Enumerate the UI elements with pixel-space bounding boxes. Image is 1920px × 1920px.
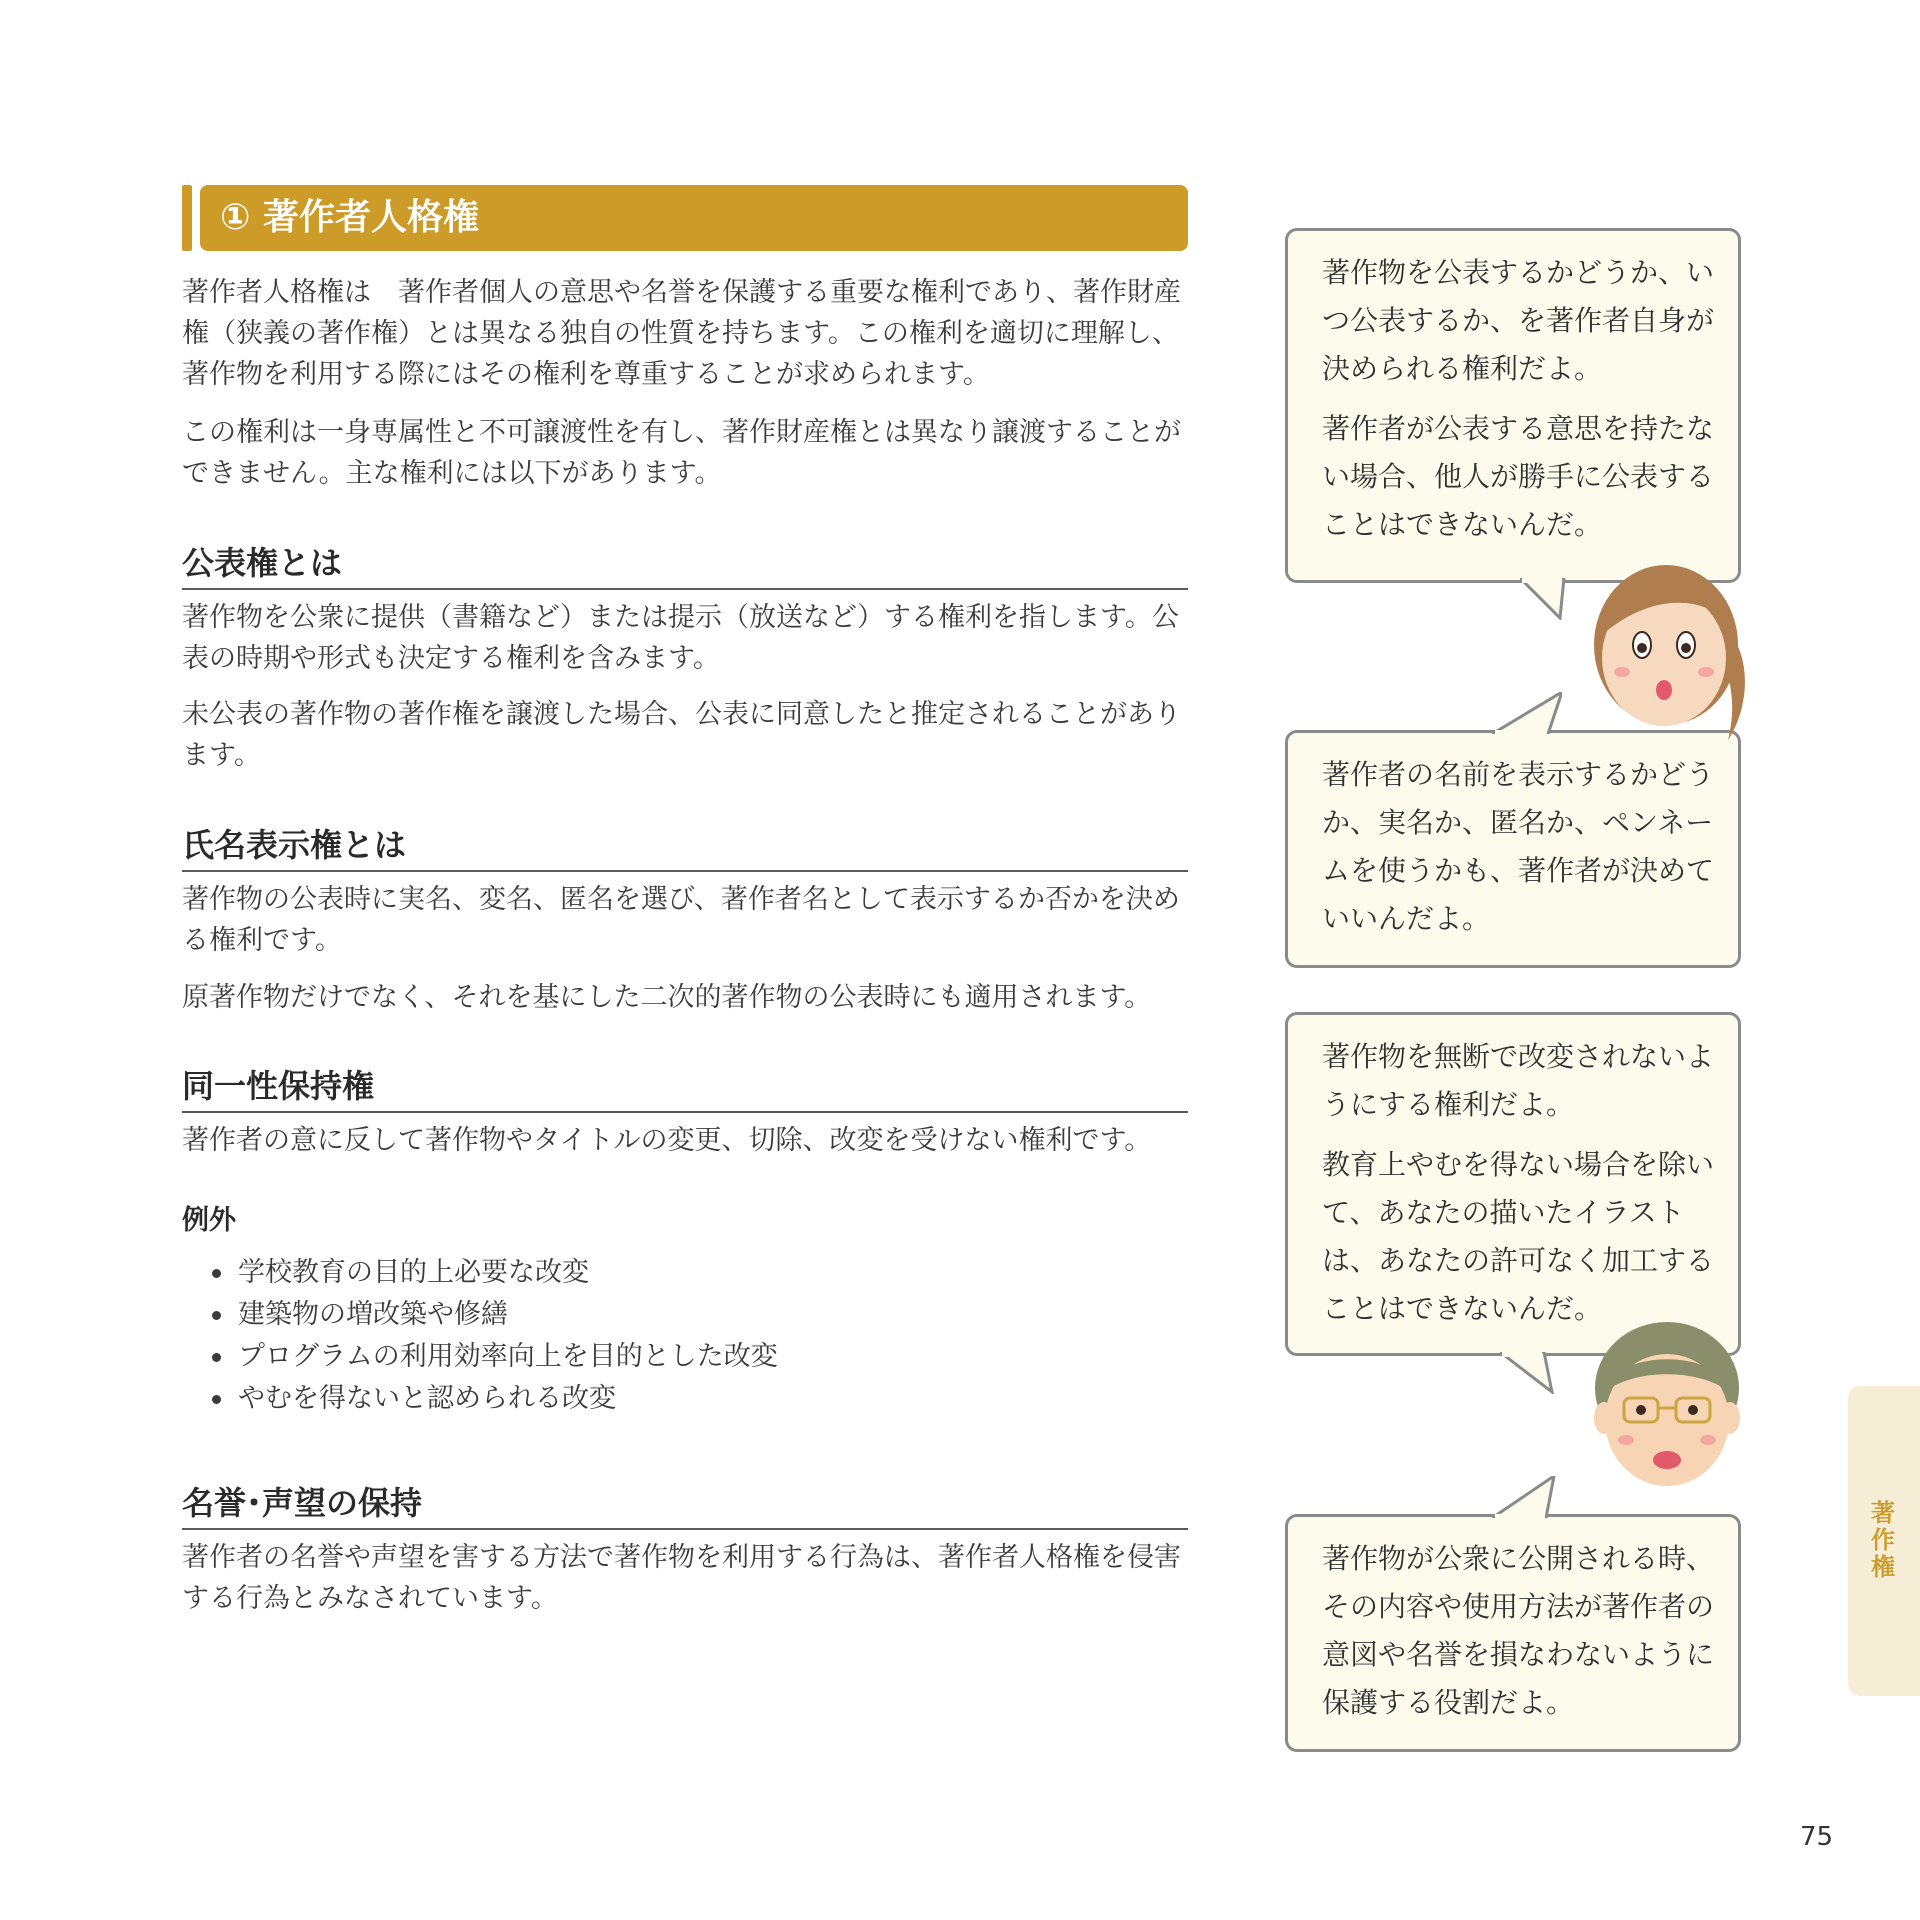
speech-tail-icon: [1492, 692, 1562, 734]
bullet-icon: [212, 1311, 221, 1320]
page-number: 75: [1800, 1822, 1834, 1852]
exceptions-heading: 例外: [182, 1205, 236, 1236]
honor-paragraph-1: [182, 1537, 1188, 1619]
intro-paragraph-2: [182, 412, 1188, 494]
publication-paragraph-1: [182, 597, 1188, 679]
heading-honor-right: 名誉･声望の保持: [182, 1478, 1188, 1530]
exceptions-list: [212, 1252, 778, 1420]
bubble-text: 著作物が公衆に公開される時、その内容や使用方法が著作者の意図や名誉を損なわないように保護する役割だよ。: [1322, 1542, 1715, 1719]
bubble-text: 著作物を公表するかどうか、いつ公表するか、を著作者自身が決められる権利だよ。: [1322, 256, 1715, 385]
attribution-text-2: 原著作物だけでなく、それを基にした二次的著作物の公表時にも適用されます。: [182, 982, 1152, 1013]
man-character-icon: [1582, 1308, 1752, 1498]
bubble-text: 著作物を無断で改変されないようにする権利だよ。: [1322, 1040, 1715, 1121]
bullet-icon: [212, 1395, 221, 1404]
section-title: ① 著作者人格権: [200, 185, 1188, 251]
woman-character-icon: [1578, 540, 1758, 750]
heading-integrity-right: 同一性保持権: [182, 1061, 1188, 1113]
bullet-icon: [212, 1269, 221, 1278]
speech-tail-icon: [1500, 1352, 1560, 1394]
intro-text-2: この権利は一身専属性と不可譲渡性を有し、著作財産権とは異なり譲渡することができません。主な権利には以下があります。: [182, 417, 1181, 489]
speech-tail-icon: [1492, 1476, 1562, 1518]
speech-bubble-publication: [1285, 228, 1741, 583]
intro-paragraph-1: [182, 272, 1188, 395]
attribution-text-1: 著作物の公表時に実名、変名、匿名を選び、著作者名として表示するか否かを決める権利です。: [182, 884, 1180, 956]
speech-tail-icon: [1520, 578, 1580, 620]
list-item: やむを得ないと認められる改変: [212, 1378, 778, 1420]
integrity-paragraph-1: [182, 1120, 1188, 1161]
speech-bubble-integrity: [1285, 1012, 1741, 1356]
list-item: 学校教育の目的上必要な改変: [212, 1252, 778, 1294]
list-item: プログラムの利用効率向上を目的とした改変: [212, 1336, 778, 1378]
section-title-bar: [182, 185, 1188, 251]
attribution-paragraph-2: [182, 977, 1188, 1018]
bullet-icon: [212, 1353, 221, 1362]
speech-bubble-attribution: [1285, 730, 1741, 968]
honor-text-1: 著作者の名誉や声望を害する方法で著作物を利用する行為は、著作者人格権を侵害する行為とみなされています。: [182, 1542, 1181, 1614]
bubble-text: 著作者の名前を表示するかどうか、実名か、匿名か、ペンネームを使うかも、著作者が決めていいんだよ。: [1322, 758, 1715, 935]
side-tab-label: 著作権: [1871, 1499, 1895, 1581]
publication-paragraph-2: [182, 694, 1188, 776]
publication-text-2: 未公表の著作物の著作権を譲渡した場合、公表に同意したと推定されることがあります。: [182, 699, 1181, 771]
title-accent-bar: [182, 185, 192, 251]
integrity-text-1: 著作者の意に反して著作物やタイトルの変更、切除、改変を受けない権利です。: [182, 1125, 1152, 1156]
intro-text-1: 著作者人格権は 著作者個人の意思や名誉を保護する重要な権利であり、著作財産権（狭義の著作権）とは異なる独自の性質を持ちます。この権利を適切に理解し、著作物を利用する際にはその権利を尊重することが求められます。: [182, 277, 1181, 390]
speech-bubble-honor: [1285, 1514, 1741, 1752]
attribution-paragraph-1: [182, 879, 1188, 961]
heading-attribution-right: 氏名表示権とは: [182, 820, 1188, 872]
heading-publication-right: 公表権とは: [182, 538, 1188, 590]
bubble-text: 教育上やむを得ない場合を除いて、あなたの描いたイラストは、あなたの許可なく加工することはできないんだ。: [1322, 1148, 1715, 1325]
bubble-text: 著作者が公表する意思を持たない場合、他人が勝手に公表することはできないんだ。: [1322, 412, 1715, 541]
list-item: 建築物の増改築や修繕: [212, 1294, 778, 1336]
publication-text-1: 著作物を公衆に提供（書籍など）または提示（放送など）する権利を指します。公表の時期や形式も決定する権利を含みます。: [182, 602, 1179, 674]
